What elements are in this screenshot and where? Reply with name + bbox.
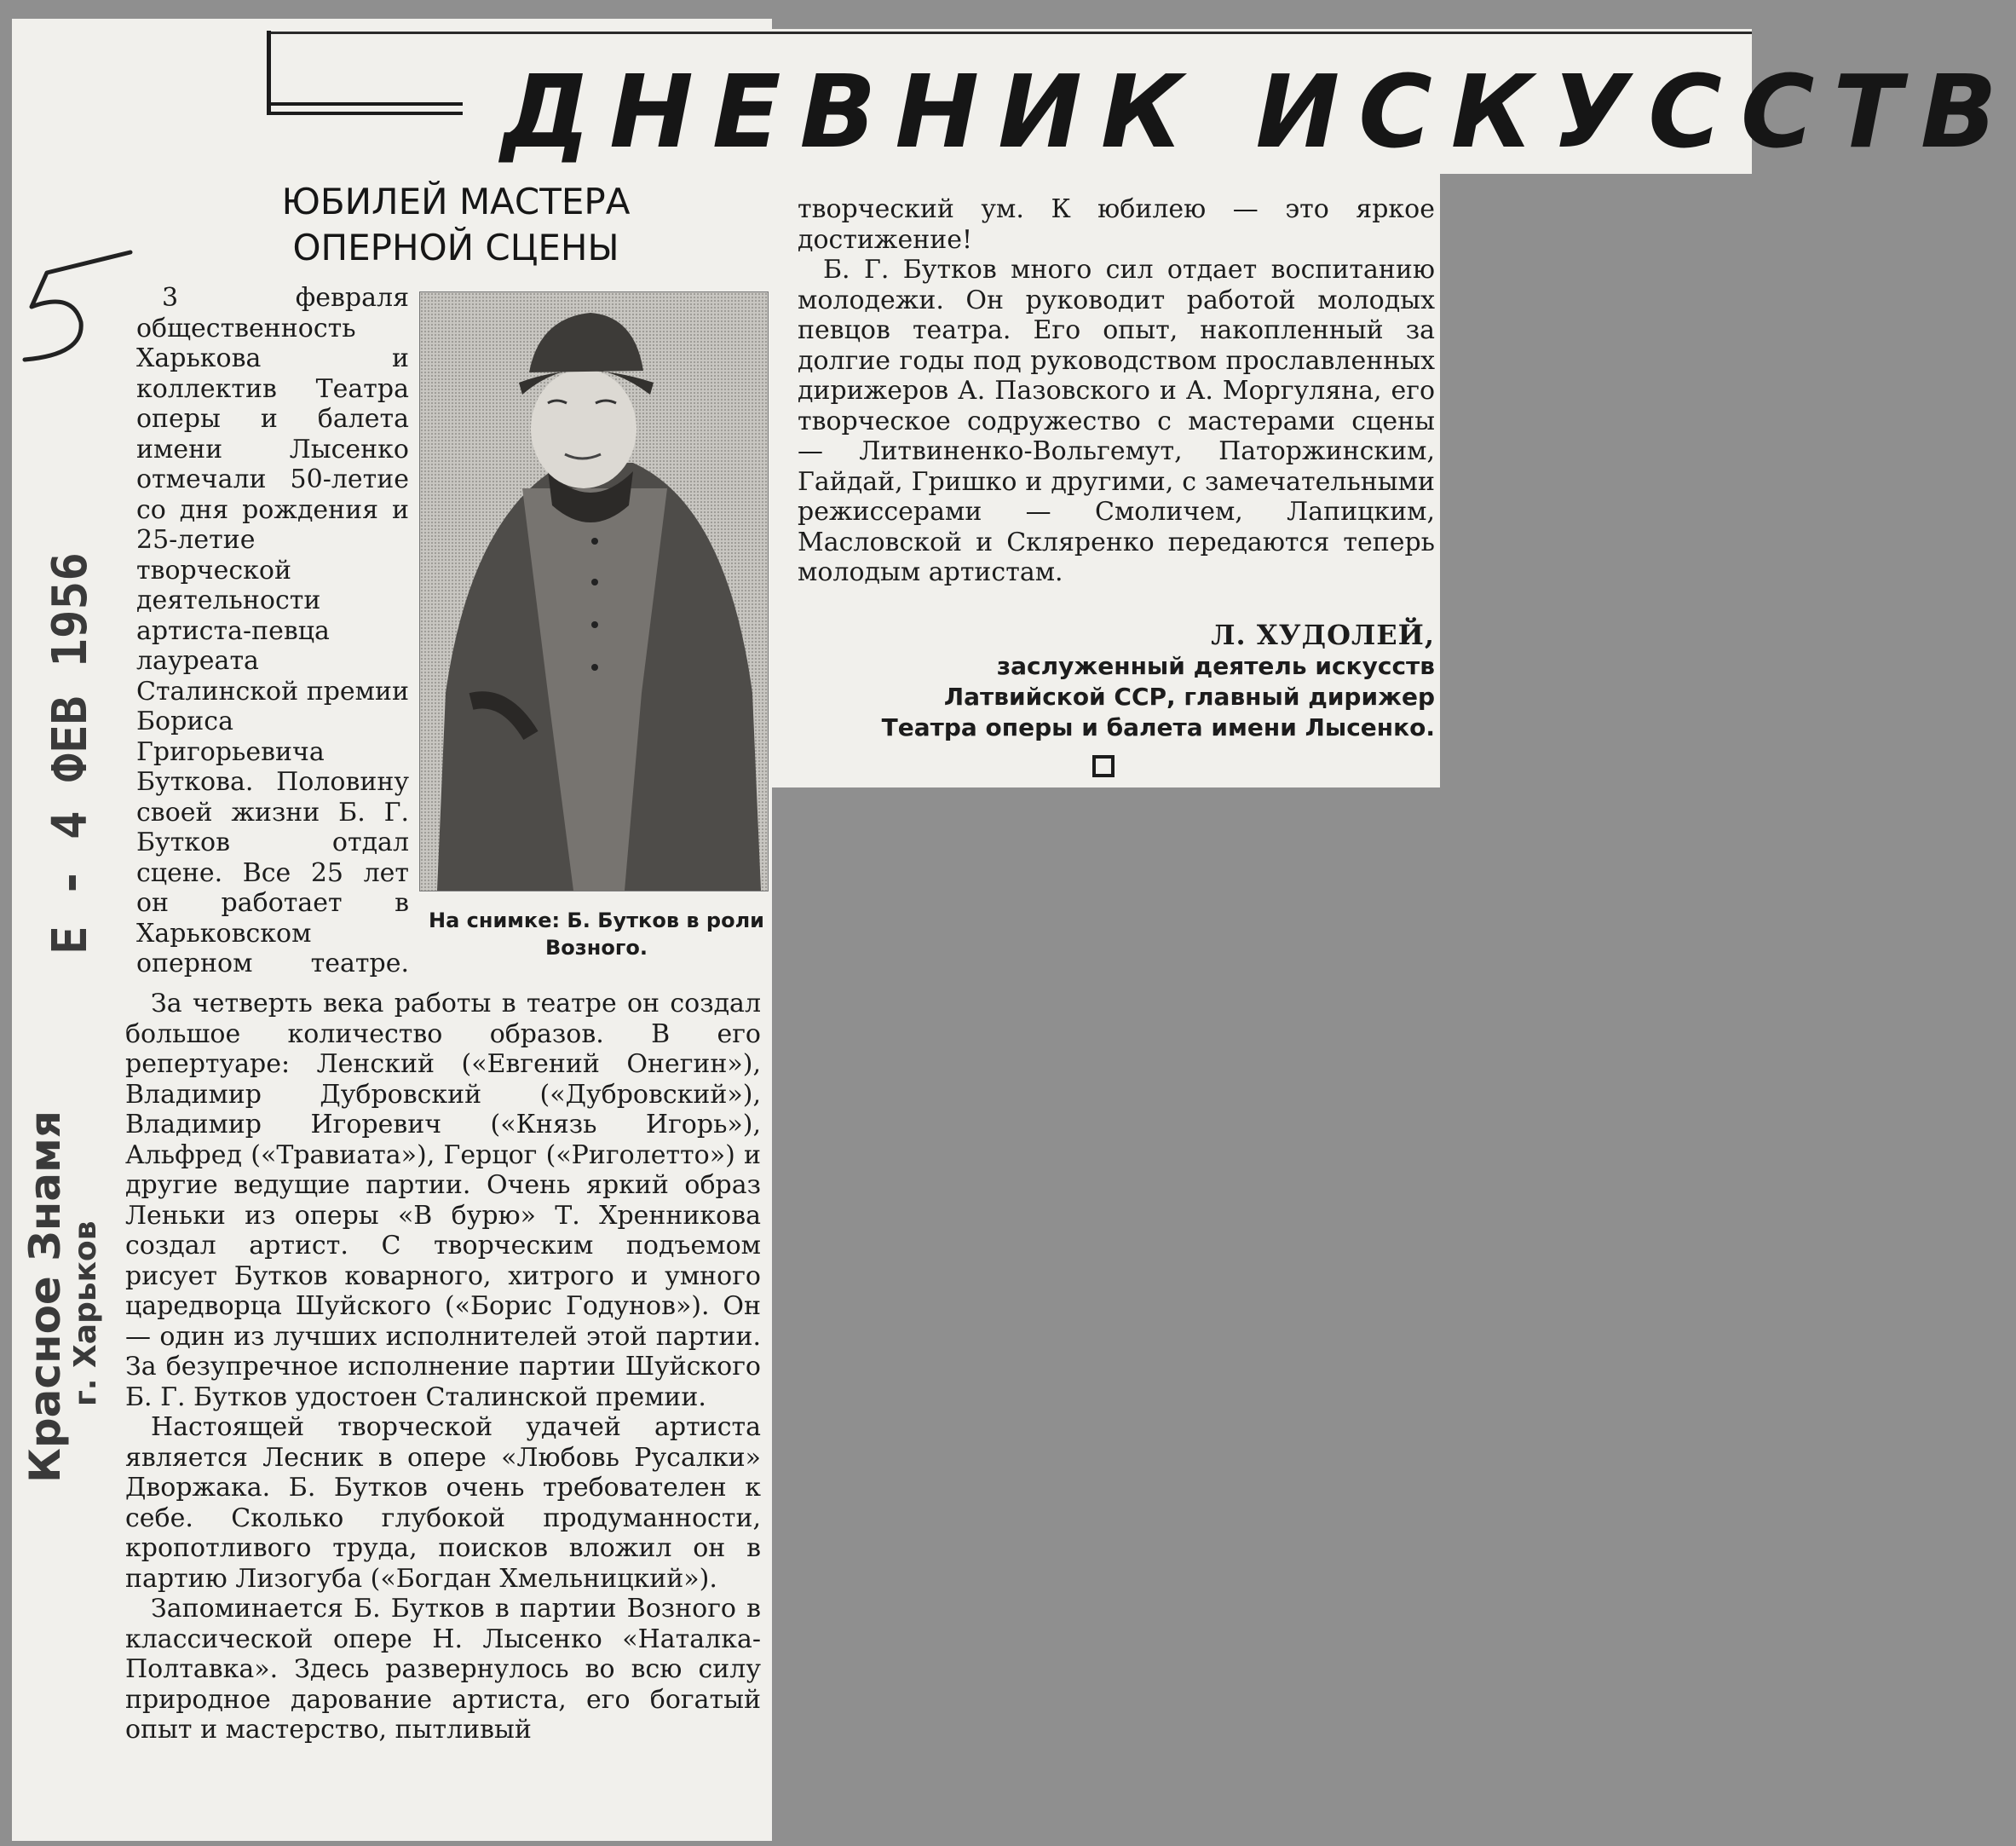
rubric-frame-rule (267, 102, 463, 106)
headline-line: ОПЕРНОЙ СЦЕНЫ (292, 227, 619, 268)
portrait-photo (419, 291, 769, 891)
author-title: заслуженный деятель искусств Латвийской ССР, главный дирижер Театра оперы и балета имени Лысенко. (881, 652, 1435, 741)
intro-paragraph: 3 февраля общественность Харькова и коллектив Театра оперы и балета имени Лысенко отмечали 50-летие со дня рождения и 25-летие творческой деятельности артиста-певца лауреата Сталинской премии Бориса Григорьевича Буткова. Половину своей жизни Б. Г. Бутков отдал сцене. Все 25 лет он работает в Харьковском оперном театре. (136, 283, 409, 978)
newspaper-stamp: Красное Знамя (20, 1110, 70, 1483)
article-intro-column (136, 283, 409, 979)
body-paragraph: творческий ум. К юбилею — это яркое достижение! (798, 194, 1435, 255)
end-of-article-mark (1092, 755, 1115, 777)
city-stamp: г. Харьков (68, 1220, 103, 1406)
body-paragraph: Настоящей творческой удачей артиста является Лесник в опере «Любовь Русалки» Дворжака. Б. Бутков очень требователен к себе. Сколько глубокой продуманности, кропотливого труда, поисков вложил он в партию Лизогуба («Богдан Хмельницкий»). (125, 1412, 761, 1594)
article-column-2 (798, 194, 1435, 588)
rubric-frame-rule (267, 112, 463, 115)
article-headline (179, 179, 733, 271)
author-name: Л. ХУДОЛЕЙ, (1211, 619, 1435, 651)
portrait-illustration (420, 292, 768, 891)
body-paragraph: Запоминается Б. Бутков в партии Возного в классической опере Н. Лысенко «Наталка-Полтавка». Здесь развернулось во всю силу природное дарование артиста, его богатый опыт и мастерство, пытливый (125, 1594, 761, 1745)
handwritten-number (13, 247, 141, 366)
rubric-title: ДНЕВНИК ИСКУССТВ (501, 53, 2016, 170)
body-paragraph: Б. Г. Бутков много сил отдает воспитанию молодежи. Он руководит работой молодых певцов театра. Его опыт, накопленный за долгие годы под руководством прославленных дирижеров А. Пазовского и А. Моргуляна, его творческое содружество с мастерами сцены — Литвиненко-Вольгемут, Паторжинским, Гайдай, Гришко и другими, с замечательными режиссерами — Смоличем, Лапицким, Масловской и Скляренко передаются теперь молодым артистам. (798, 255, 1435, 587)
date-stamp: Е - 4 ФЕВ 1956 (43, 551, 98, 955)
article-column-1 (125, 989, 761, 1745)
headline-line: ЮБИЛЕЙ МАСТЕРА (281, 181, 631, 222)
photo-caption: На снимке: Б. Бутков в роли Возного. (429, 909, 764, 960)
body-paragraph: За четверть века работы в театре он создал большое количество образов. В его репертуаре: Ленский («Евгений Онегин»), Владимир Дубровский («Дубровский»), Владимир Игоревич («Князь Игорь»), Альфред («Травиата»), Герцог («Риголетто») и другие ведущие партии. Очень яркий образ Леньки из оперы «В бурю» Т. Хренникова создал артист. С творческим подъемом рисует Бутков коварного, хитрого и умного царедворца Шуйского («Борис Годунов»). Он — один из лучших исполнителей этой партии. За безупречное исполнение партии Шуйского Б. Г. Бутков удостоен Сталинской премии. (125, 989, 761, 1412)
rubric-rule-top (271, 32, 1752, 34)
